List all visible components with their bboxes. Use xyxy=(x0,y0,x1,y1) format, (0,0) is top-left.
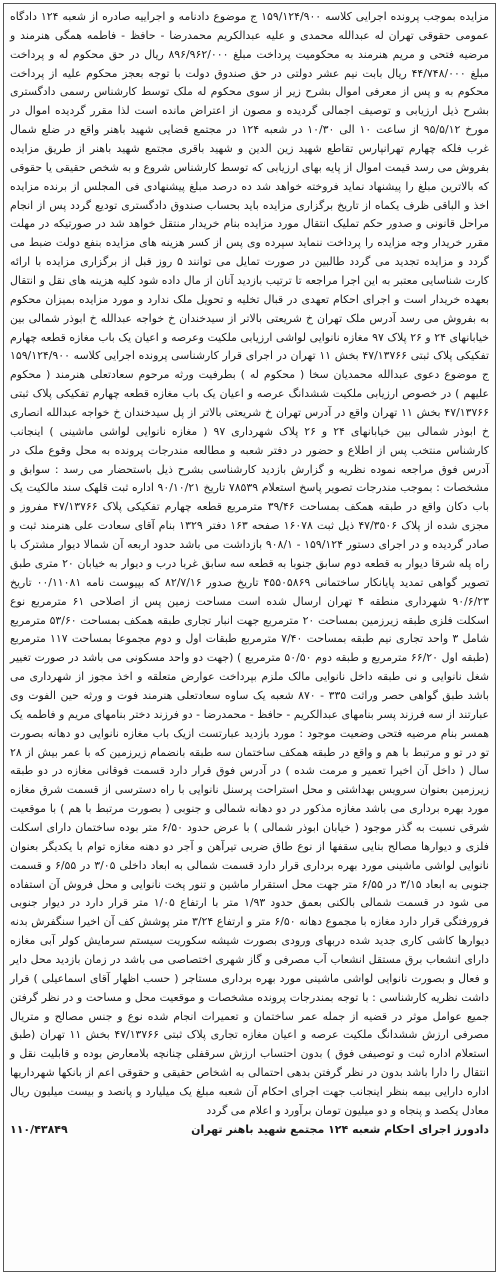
auction-notice xyxy=(3,3,496,1272)
notice-body-text: مزایده بموجب پرونده اجرایی کلاسه ۱۵۹/۱۲۴/۹۰۰ ج موضوع دادنامه و اجراییه صادره از شعبه ۱۲۴ دادگاه عمومی حقوقی تهران له عبدالله محمدی و علیه عبدالکریم محمدرضا - حافظ - فاطمه همگی هنرمند و مرضیه فتحی و مریم هنرمند به محکومیت پرداخت مبلغ ۸۹۶/۹۶۲/۰۰۰ ریال در حق محکوم له و پرداخت مبلغ ۴۴/۷۴۸/۰۰۰ ریال بابت نیم عشر دولتی در حق صندوق دولت با توجه بعجز محکوم علیه از پرداخت محکوم به و پس از معرفی اموال بشرح زیر از سوی محکوم له ملک توسط کارشناس رسمی دادگستری بشرح ذیل ارزیابی و توصیف اجمالی گردیده و مصون از اعتراض مانده است لذا مقرر گردیده اموال در مورخ ۹۵/۵/۱۲ از ساعت ۱۰ الی ۱۰/۳۰ در شعبه ۱۲۴ در مجتمع قضایی شهید باهنر واقع در ضلع شمال غرب فلکه چهارم تهرانپارس تقاطع شهید زین الدین و شهید باقری مجتمع شهید باهنر از طریق مزایده بفروش می رسد قیمت اموال از پایه بهای ارزیابی که توسط کارشناس شروع و به شخص حقیقی یا حقوقی که بالاترین مبلغ را پیشنهاد نماید فروخته خواهد شد ده درصد مبلغ پیشنهادی فی المجلس از برنده مزایده اخذ و الباقی ظرف یکماه از تاریخ برگزاری مزایده باید بحساب صندوق دادگستری تودیع گردد پس از انجام مراحل قانونی و صدور حکم تملیک انتقال مورد مزایده بنام خریدار منتقل خواهد شد در صورتیکه در مهلت مقرر خریدار وجه مزایده را پرداخت ننماید سپرده وی پس از کسر هزینه های مزایده بنفع دولت ضبط می گردد و مزایده تجدید می گردد طالبین در صورت تمایل می توانند ۵ روز قبل از برگزاری مزایده با ارائه کارت شناسایی معتبر به این اجرا مراجعه تا ترتیب بازدید آنان از مال داده شود کلیه هزینه های نقل و انتقال بعهده خریدار است و اجرای احکام تعهدی در قبال تخلیه و تحویل ملک ندارد و مورد مزایده بمیزان محکوم به بفروش می رسد آدرس ملک تهران خ شریعتی بالاتر از سیدخندان خ خواجه عبدالله خ ابوذر شمالی بین خیابانهای ۲۴ و ۲۶ پلاک ۹۷ مغازه نانوایی لواشی ارزیابی ملکیت وعرصه و اعیان یک باب مغازه قطعه چهارم تفکیکی پلاک ثبتی ۴۷/۱۳۷۶۶ بخش ۱۱ تهران در اجرای قرار کارشناسی پرونده اجرایی کلاسه ۱۵۹/۱۲۴/۹۰۰ ج موضوع دعوی عبدالله محمدیان سخا ( محکوم له ) بطرفیت ورثه مرحوم سعادتعلی هنرمند ( محکوم علیهم ) در خصوص ارزیابی ملکیت ششدانگ عرصه و اعیان یک باب مغازه قطعه چهارم تفکیکی پلاک ثبتی ۴۷/۱۳۷۶۶ بخش ۱۱ تهران واقع در آدرس تهران خ شریعتی بالاتر از پل سیدخندان خ خواجه عبدالله انصاری خ ابوذر شمالی بین خیابانهای ۲۴ و ۲۶ پلاک شهرداری ۹۷ ( مغازه نانوایی لواشی ماشینی ) اینجانب کارشناس منتخب پس از اطلاع و حضور در دفتر شعبه و مطالعه مندرجات پرونده به محل وقوع ملک در آدرس فوق مراجعه نموده نظریه و گزارش بازدید کارشناسی بشرح ذیل باستحضار می رسد : سوابق و مشخصات : بموجب مندرجات تصویر پاسخ استعلام ۷۸۵۳۹ تاریخ ۹۰/۱۰/۲۱ اداره ثبت قلهک سند مالکیت یک باب دکان واقع در طبقه همکف بمساحت ۳۹/۴۶ مترمربع قطعه چهارم تفکیکی پلاک ۴۷/۱۳۷۶۶ مفروز و مجزی شده از پلاک ۴۷/۳۵۰۶ ذیل ثبت ۱۶۰۷۸ صفحه ۱۶۳ دفتر ۱۳۲۹ بنام آقای سعادت علی هنرمند ثبت و صادر گردیده و در اجرای دستور ۱۵۹/۱۲۴ - ۹۰۸/۱ بازداشت می باشد حدود اربعه آن شمالا دیوار مشترک با راه پله شرقا دیوار به قطعه دوم سابق جنوبا به قطعه سه سابق غربا درب و دیوار به خیابان ۲۰ متری طبق تصویر گواهی تمدید پایانکار ساختمانی ۴۵۵۰۵۸۶۹ تاریخ صدور ۸۲/۷/۱۶ که بپیوست نامه ۰۰/۱۱۰۸۱ تاریخ ۹۰/۶/۲۳ شهرداری منطقه ۴ تهران ارسال شده است مساحت زمین پس از اصلاحی ۶۱ مترمربع نوع اسکلت فلزی طبقه زیرزمین بمساحت ۲۰ مترمربع جهت انبار تجاری طبقه همکف بمساحت ۵۳/۶۰ مترمربع شامل ۳ واحد تجاری نیم طبقه بمساحت ۷/۴۰ مترمربع طبقات اول و دوم مجموعا بمساحت ۱۱۷ مترمربع (طبقه اول ۶۶/۲۰ مترمربع و طبقه دوم ۵۰/۵۰ مترمربع ) (جهت دو واحد مسکونی می باشد در صورت تغییر شغل نانوایی و نی طبقه داخل نانوایی مالک ملزم بپرداخت عوارض متعلقه و اخذ مجوز از شهرداری می باشد طبق گواهی حصر وراثت ۳۳۵ - ۸۷۰ شعبه یک ساوه سعادتعلی هنرمند فوت و ورثه حین الفوت وی عبارتند از سه فرزند پسر بنامهای عبدالکریم - حافظ - محمدرضا - دو فرزند دختر بنامهای مریم و فاطمه یک همسر بنام مرضیه فتحی وضعیت موجود : مورد بازدید عبارتست ازیک باب مغازه نانوایی دو دهانه بصورت تو در تو و مرتبط با هم و واقع در طبقه همکف ساختمان سه طبقه بانضمام زیرزمین که با عمر بیش از ۲۸ سال ( داخل آن اخیرا تعمیر و مرمت شده ) در آدرس فوق قرار دارد قسمت فوقانی مغازه در دو طبقه زیرزمین بعنوان سرویس بهداشتی و محل استراحت پرسنل نانوایی با راه دسترسی از قسمت شرق مغازه مورد بهره برداری می باشد مغازه مذکور در دو دهانه شمالی و جنوبی ( بصورت مرتبط با هم ) با موقعیت شرقی نسبت به گذر موجود ( خیابان ابوذر شمالی ) با عرض حدود ۶/۵۰ متر بوده ساختمان دارای اسکلت فلزی و دیوارها مصالح بنایی سقفها از نوع طاق ضربی تیرآهن و آجر دو دهنه مغازه توام با یکدیگر بعنوان نانوایی لواشی ماشینی مورد بهره برداری قرار دارد قسمت شمالی به ابعاد داخلی ۳/۰۵ در ۶/۵۵ و قسمت جنوبی به ابعاد ۳/۱۵ در ۶/۵۵ متر جهت محل استقرار ماشین و تنور پخت نانوایی و محل فروش آن استفاده می شود در قسمت شمالی بالکنی بعمق حدود ۱/۹۳ متر با ارتفاع ۱/۰۵ متر قرار دارد در دیوار جنوبی فرورفتگی قرار دارد مغازه با مجموع دهانه ۶/۵۰ متر و ارتفاع ۳/۲۴ متر پوشش کف آن اخیرا سنگفرش بدنه دیوارها کاشی کاری جدید شده دربهای ورودی بصورت شیشه سکوریت سیستم سرمایش کولر آبی مغازه دارای انشعاب برق مستقل انشعاب آب مصرفی و گاز شهری اختصاصی می باشد در زمان بازدید محل دایر و فعال و بصورت نانوایی لواشی ماشینی مورد بهره برداری مستاجر ( حسب اظهار آقای اسماعیلی ) قرار داشت نظریه کارشناسی : با توجه بمندرجات پرونده مشخصات و موقعیت محل و مساحت و در نظر گرفتن جمیع عوامل موثر در قضیه از جمله عمر ساختمان و تعمیرات انجام شده نوع و جنس مصالح و متریال مصرفی ارزش ششدانگ ملکیت عرصه و اعیان مغازه تجاری پلاک ثبتی ۴۷/۱۳۷۶۶ بخش ۱۱ تهران (طبق استعلام اداره ثبت و توصیفی فوق ) بدون احتساب ارزش سرقفلی چنانچه بلامعارض بوده و قابلیت نقل و انتقال را دارا باشد بدون در نظر گرفتن بدهی احتمالی به اشخاص حقیقی و حقوقی اعم از بانکها شهرداریها اداره دارایی بیمه بنظر اینجانب جهت اجرای احکام آن شعبه مبلغ یک میلیارد و پانصد و بیست میلیون ریال معادل یکصد و پنجاه و دو میلیون تومان برآورد و اعلام می گردد xyxy=(10,10,490,1117)
signature-line: دادورز اجرای احکام شعبه ۱۲۴ مجتمع شهید باهنر تهران xyxy=(191,1122,489,1136)
notice-code: ۱۱۰/۴۳۸۴۹ xyxy=(10,1122,68,1136)
notice-footer xyxy=(10,1122,489,1138)
